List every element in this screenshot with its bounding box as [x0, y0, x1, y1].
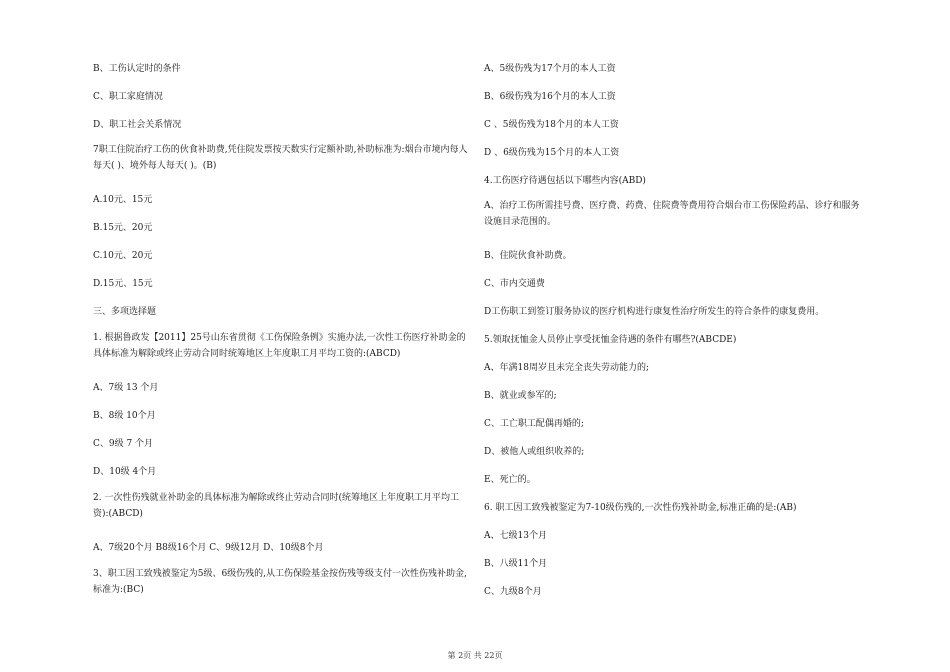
option-line: B.15元、20元 — [93, 223, 153, 233]
option-line: D、被他人或组织收养的; — [484, 447, 585, 457]
option-line: A、年满18周岁且未完全丧失劳动能力的; — [484, 363, 649, 373]
question-text: 3、职工因工致残被鉴定为5级、6级伤残的,从工伤保险基金按伤残等级支付一次性伤残补助金,标准为:(BC) — [93, 569, 467, 595]
question-text: 4.工伤医疗待遇包括以下哪些内容(ABD) — [484, 176, 646, 186]
option-line: B、就业或参军的; — [484, 391, 557, 401]
option-line: C、工亡职工配偶再婚的; — [484, 419, 584, 429]
option-line: A、7级20个月 B8级16个月 C、9级12月 D、10级8个月 — [93, 543, 324, 553]
option-line: C、9级 7 个月 — [93, 439, 154, 449]
option-line: B、6级伤残为16个月的本人工资 — [484, 92, 616, 102]
option-line: B、八级11个月 — [484, 559, 548, 569]
option-line: A、7级 13 个月 — [93, 383, 159, 393]
section-heading: 三、多项选择题 — [93, 307, 157, 317]
question-text: 7职工住院治疗工伤的伙食补助费,凭住院发票按天数实行定额补助,补助标准为:烟台市境内每人每天( )、境外每人每天( )。(B) — [93, 145, 468, 171]
question-text: 1. 根据鲁政发【2011】25号山东省贯彻《工伤保险条例》实施办法,一次性工伤医疗补助金的具体标准为解除或终止劳动合同时统筹地区上年度职工月平均工资的:(ABCD) — [93, 333, 466, 359]
question-text: 6. 职工因工致残被鉴定为7-10级伤残的,一次性伤残补助金,标准正确的是:(AB) — [484, 503, 797, 513]
option-line: A.10元、15元 — [93, 195, 153, 205]
option-line: A、治疗工伤所需挂号费、医疗费、药费、住院费等费用符合烟台市工伤保险药品、诊疗和服务设施目录范围的。 — [484, 201, 860, 227]
option-line: B、工伤认定时的条件 — [93, 64, 181, 74]
option-line: E、死亡的。 — [484, 475, 536, 485]
option-line: D、10级 4个月 — [93, 467, 157, 477]
option-line: B、住院伙食补助费。 — [484, 251, 572, 261]
option-line: A、七级13个月 — [484, 531, 547, 541]
option-line: C、九级8个月 — [484, 587, 542, 597]
option-line: D 、6级伤残为15个月的本人工资 — [484, 148, 620, 158]
option-line: C、职工家庭情况 — [93, 92, 163, 102]
option-line: C、市内交通费 — [484, 279, 545, 289]
option-line: C 、5级伤残为18个月的本人工资 — [484, 120, 619, 130]
option-line: C.10元、20元 — [93, 251, 153, 261]
option-line: D、职工社会关系情况 — [93, 120, 182, 130]
option-line: D工伤职工到签订服务协议的医疗机构进行康复性治疗所发生的符合条件的康复费用。 — [484, 307, 825, 317]
question-text: 5.领取抚恤金人员停止享受抚恤金待遇的条件有哪些?(ABCDE) — [484, 335, 737, 345]
question-text: 2. 一次性伤残就业补助金的具体标准为解除或终止劳动合同时(统筹地区上年度职工月平均工资):(ABCD) — [93, 493, 459, 519]
option-line: B、8级 10个月 — [93, 411, 156, 421]
option-line: D.15元、15元 — [93, 279, 153, 289]
page-number: 第 2页 共 22页 — [447, 651, 503, 660]
option-line: A、5级伤残为17个月的本人工资 — [484, 64, 616, 74]
